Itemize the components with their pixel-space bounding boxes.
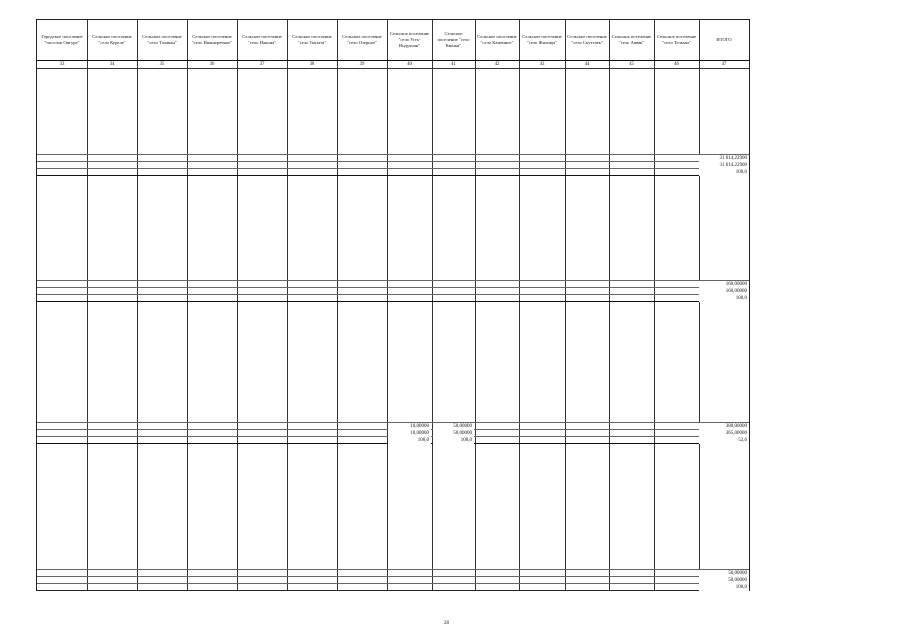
column-number: 41 — [451, 62, 456, 67]
column-divider — [699, 20, 700, 590]
page-number: 28 — [444, 621, 449, 626]
total-cell: 100,0 — [699, 169, 749, 176]
row-divider — [37, 287, 749, 288]
column-number: 34 — [109, 62, 115, 67]
column-number: 40 — [407, 62, 412, 67]
column-header: Сельское поселение "село Куреле" — [92, 34, 132, 45]
column-number: 42 — [494, 62, 500, 67]
column-divider — [475, 20, 476, 590]
column-header: Сельское поселение "село Тыгыта" — [292, 34, 332, 45]
column-header: Сельское поселение "село Талакан" — [142, 34, 182, 45]
column-number: 39 — [359, 62, 365, 67]
total-cell: 52,6 — [699, 437, 749, 444]
budget-table — [36, 19, 750, 591]
column-divider — [237, 20, 238, 590]
column-number: 44 — [584, 62, 590, 67]
row-divider — [37, 576, 749, 577]
total-cell: 50,00000 — [699, 570, 749, 577]
table-cell: 10,00000 — [388, 430, 431, 437]
column-divider — [432, 20, 433, 590]
column-number: 35 — [159, 62, 165, 67]
column-divider — [654, 20, 655, 590]
column-divider — [187, 20, 188, 590]
column-header: Сельское поселение "село Усть-Индукчан" — [389, 31, 430, 48]
table-cell: 10,00000 — [388, 423, 431, 430]
column-number: 37 — [259, 62, 265, 67]
column-header: Городское поселение "поселок Онгуре" — [41, 34, 83, 45]
column-divider — [137, 20, 138, 590]
table-cell: 100,0 — [433, 437, 474, 444]
column-divider — [519, 20, 520, 590]
column-header: Сельское поселение "село Тельмы" — [656, 34, 697, 45]
total-cell: 160,00000 — [699, 288, 749, 295]
row-divider — [37, 569, 749, 570]
column-header: Сельское поселение "село Скуттаек" — [567, 34, 607, 45]
column-header: Сельское поселение "село Каменное" — [477, 34, 517, 45]
row-divider — [37, 301, 749, 302]
column-divider — [337, 20, 338, 590]
total-cell: 50,00000 — [699, 577, 749, 584]
total-cell: 100,0 — [699, 295, 749, 302]
table-cell: 100,0 — [388, 437, 431, 444]
column-header: Сельское поселение "село Наиона" — [242, 34, 282, 45]
table-cell: 50,00000 — [433, 430, 474, 437]
total-cell: 100,0 — [699, 584, 749, 591]
column-header: Сельское поселение "село Аввак" — [611, 34, 652, 45]
total-cell: 365,00000 — [699, 430, 749, 437]
column-divider — [565, 20, 566, 590]
column-divider — [387, 20, 388, 590]
total-cell: 31 614,22900 — [699, 162, 749, 169]
column-divider — [87, 20, 88, 590]
row-divider — [37, 583, 749, 584]
row-divider — [37, 280, 749, 281]
table-cell: 50,00000 — [433, 423, 474, 430]
column-number: 45 — [629, 62, 634, 67]
total-cell: 160,00000 — [699, 281, 749, 288]
row-divider — [37, 161, 749, 162]
column-header: Сельское поселение "село Озерное" — [342, 34, 382, 45]
row-divider — [37, 294, 749, 295]
column-number: 36 — [209, 62, 215, 67]
column-divider — [609, 20, 610, 590]
column-header: ИТОГО — [716, 37, 732, 43]
column-header: Сельское поселение "село Нижнеречное" — [191, 34, 233, 45]
column-header: Сельское поселение "село Жилицы" — [522, 34, 562, 45]
column-divider — [287, 20, 288, 590]
column-number: 38 — [309, 62, 315, 67]
total-cell: 380,00000 — [699, 423, 749, 430]
column-number: 43 — [539, 62, 545, 67]
row-divider — [37, 168, 749, 169]
column-number: 33 — [59, 62, 65, 67]
column-number: 47 — [721, 62, 727, 67]
row-divider — [37, 68, 749, 69]
total-cell: 31 614,22900 — [699, 155, 749, 162]
row-divider — [37, 175, 749, 176]
row-divider — [37, 154, 749, 155]
column-number: 46 — [674, 62, 679, 67]
column-header: Сельское поселение "село Кюнки" — [437, 31, 470, 48]
